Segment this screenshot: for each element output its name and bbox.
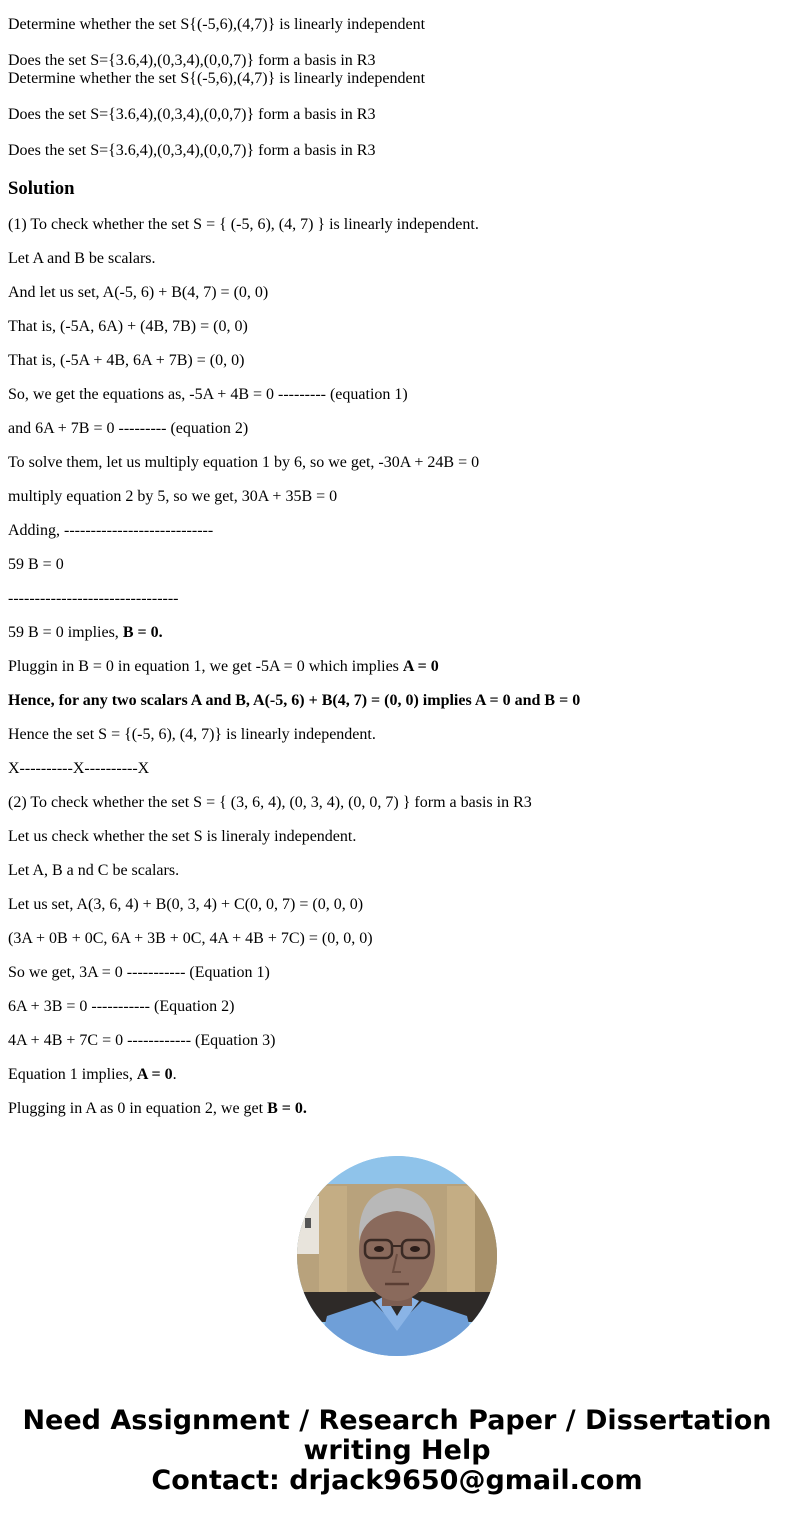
bold-result: A = 0: [136, 1066, 173, 1083]
solution-paragraph: 4A + 4B + 7C = 0 ------------ (Equation 3): [8, 1032, 276, 1049]
solution-paragraph: Let us check whether the set S is lineraly independent.: [8, 828, 357, 845]
solution-paragraph: Adding, ----------------------------: [8, 522, 214, 539]
solution-paragraph: And let us set, A(-5, 6) + B(4, 7) = (0, 0): [8, 284, 269, 301]
question-line: Does the set S={3.6,4),(0,3,4),(0,0,7)} form a basis in R3: [8, 52, 376, 69]
text: .: [172, 1066, 177, 1083]
solution-paragraph: [8, 658, 786, 676]
solution-body: [8, 216, 786, 1118]
tutor-portrait-icon: [297, 1156, 497, 1356]
solution-paragraph: 6A + 3B = 0 ----------- (Equation 2): [8, 998, 235, 1015]
solution-paragraph: Let us set, A(3, 6, 4) + B(0, 3, 4) + C(0, 0, 7) = (0, 0, 0): [8, 896, 364, 913]
text: Pluggin in B = 0 in equation 1, we get -5A = 0 which implies: [8, 658, 403, 675]
solution-heading: Solution: [8, 178, 75, 199]
question-line: Does the set S={3.6,4),(0,3,4),(0,0,7)} form a basis in R3: [8, 142, 376, 159]
solution-paragraph: [8, 624, 786, 642]
text: Equation 1 implies,: [8, 1066, 137, 1083]
solution-paragraph: So we get, 3A = 0 ----------- (Equation 1): [8, 964, 270, 981]
solution-paragraph: [8, 1066, 786, 1084]
text: Plugging in A as 0 in equation 2, we get: [8, 1100, 268, 1117]
section-separator: X----------X----------X: [8, 760, 150, 777]
solution-paragraph: [8, 692, 786, 710]
question-block: [8, 8, 786, 160]
solution-paragraph: and 6A + 7B = 0 --------- (equation 2): [8, 420, 249, 437]
text: 59 B = 0 implies,: [8, 624, 123, 641]
question-line: Determine whether the set S{(-5,6),(4,7)} is linearly independent: [8, 16, 426, 33]
footer-line: Need Assignment / Research Paper / Dissertation: [22, 1405, 772, 1436]
bold-result: B = 0.: [267, 1100, 307, 1117]
tutor-photo: [297, 1156, 497, 1356]
contact-footer: [0, 1406, 794, 1496]
solution-paragraph: Hence the set S = {(-5, 6), (4, 7)} is linearly independent.: [8, 726, 376, 743]
solution-paragraph: --------------------------------: [8, 590, 179, 607]
footer-line: writing Help: [303, 1435, 491, 1466]
solution-paragraph: So, we get the equations as, -5A + 4B = 0 --------- (equation 1): [8, 386, 408, 403]
solution-paragraph: (1) To check whether the set S = { (-5, 6), (4, 7) } is linearly independent.: [8, 216, 479, 233]
solution-paragraph: (3A + 0B + 0C, 6A + 3B + 0C, 4A + 4B + 7C) = (0, 0, 0): [8, 930, 373, 947]
bold-result: B = 0.: [122, 624, 163, 641]
solution-paragraph: 59 B = 0: [8, 556, 64, 573]
solution-paragraph: To solve them, let us multiply equation 1 by 6, so we get, -30A + 24B = 0: [8, 454, 480, 471]
solution-paragraph: Let A, B a nd C be scalars.: [8, 862, 180, 879]
question-line: Does the set S={3.6,4),(0,3,4),(0,0,7)} form a basis in R3: [8, 106, 376, 123]
solution-paragraph: multiply equation 2 by 5, so we get, 30A + 35B = 0: [8, 488, 338, 505]
footer-contact: Contact: drjack9650@gmail.com: [151, 1465, 643, 1496]
solution-paragraph: (2) To check whether the set S = { (3, 6, 4), (0, 3, 4), (0, 0, 7) } form a basis in R3: [8, 794, 532, 811]
solution-paragraph: That is, (-5A, 6A) + (4B, 7B) = (0, 0): [8, 318, 248, 335]
tutor-photo-container: [0, 1156, 794, 1356]
solution-paragraph: Let A and B be scalars.: [8, 250, 156, 267]
solution-paragraph: [8, 1100, 786, 1118]
bold-result: A = 0: [402, 658, 439, 675]
question-line: Determine whether the set S{(-5,6),(4,7)} is linearly independent: [8, 70, 426, 87]
solution-paragraph: That is, (-5A + 4B, 6A + 7B) = (0, 0): [8, 352, 245, 369]
bold-conclusion: Hence, for any two scalars A and B, A(-5, 6) + B(4, 7) = (0, 0) implies A = 0 and B = 0: [8, 692, 581, 709]
